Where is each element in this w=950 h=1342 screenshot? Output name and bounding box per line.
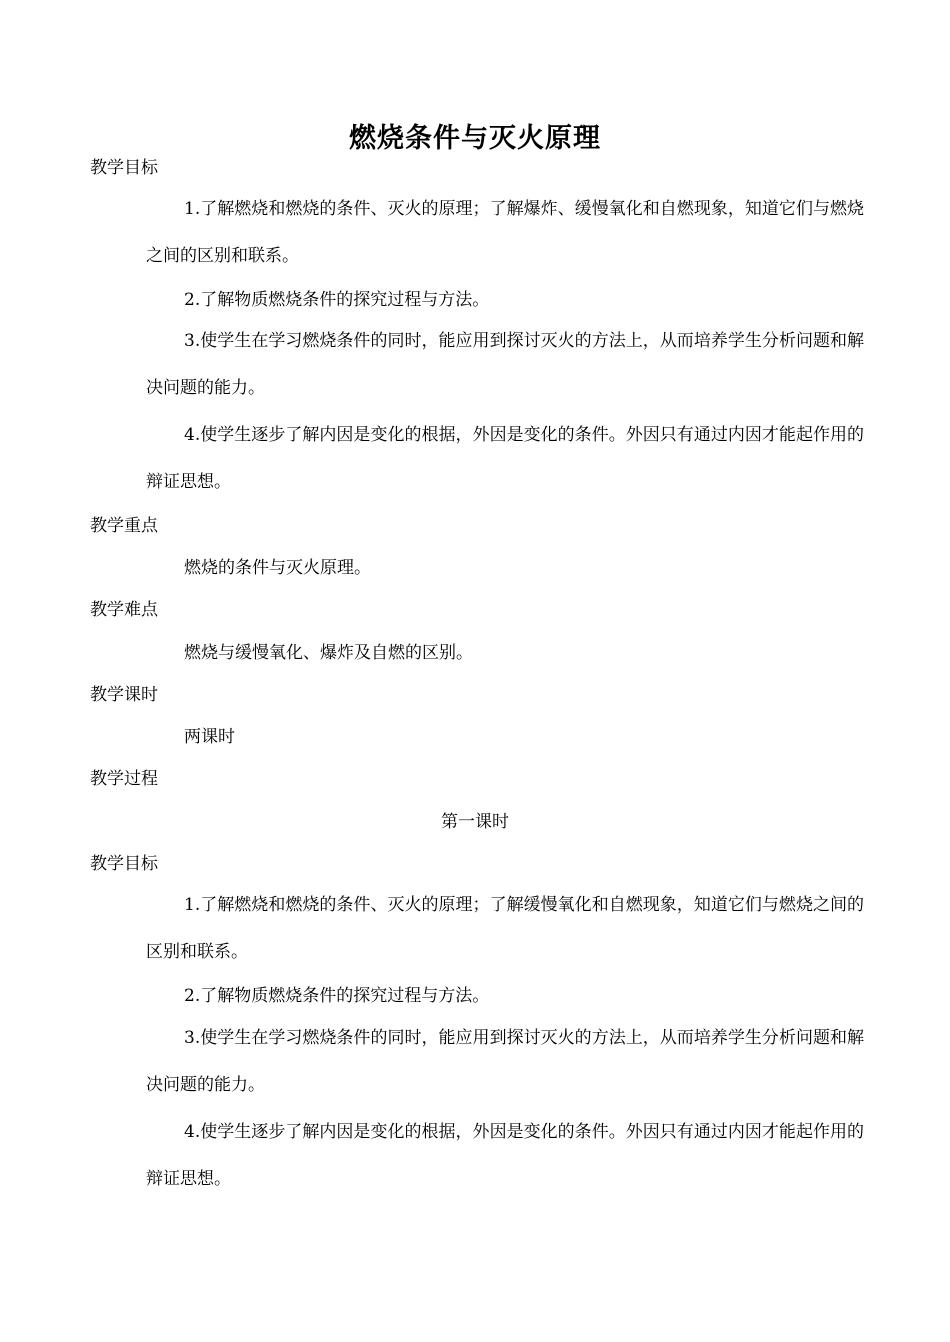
key-point-heading: 教学重点	[90, 516, 158, 536]
hours-text: 两课时	[184, 727, 235, 747]
difficulty-heading: 教学难点	[90, 600, 158, 620]
objective-item-2: 2.了解物质燃烧条件的探究过程与方法。	[184, 290, 490, 310]
lesson1-objective-item-3: 3.使学生在学习燃烧条件的同时，能应用到探讨灭火的方法上，从而培养学生分析问题和解决问题的能力。	[146, 1028, 864, 1095]
objectives-heading: 教学目标	[90, 158, 158, 178]
objective-item-1: 1.了解燃烧和燃烧的条件、灭火的原理；了解爆炸、缓慢氧化和自燃现象，知道它们与燃烧之间的区别和联系。	[146, 199, 864, 266]
lesson1-title: 第一课时	[441, 812, 509, 832]
lesson1-objective-item-1: 1.了解燃烧和燃烧的条件、灭火的原理；了解缓慢氧化和自燃现象，知道它们与燃烧之间的区别和联系。	[146, 895, 864, 962]
lesson1-objective-item-2: 2.了解物质燃烧条件的探究过程与方法。	[184, 986, 490, 1006]
hours-heading: 教学课时	[90, 685, 158, 705]
process-heading: 教学过程	[90, 769, 158, 789]
lesson1-objectives-heading: 教学目标	[90, 854, 158, 874]
objective-item-4: 4.使学生逐步了解内因是变化的根据，外因是变化的条件。外因只有通过内因才能起作用的辩证思想。	[146, 425, 864, 492]
lesson1-objective-item-4: 4.使学生逐步了解内因是变化的根据，外因是变化的条件。外因只有通过内因才能起作用的辩证思想。	[146, 1122, 864, 1189]
objective-item-3: 3.使学生在学习燃烧条件的同时，能应用到探讨灭火的方法上，从而培养学生分析问题和解决问题的能力。	[146, 331, 864, 398]
difficulty-text: 燃烧与缓慢氧化、爆炸及自燃的区别。	[184, 643, 473, 663]
document-title: 燃烧条件与灭火原理	[349, 123, 601, 154]
key-point-text: 燃烧的条件与灭火原理。	[184, 558, 371, 578]
